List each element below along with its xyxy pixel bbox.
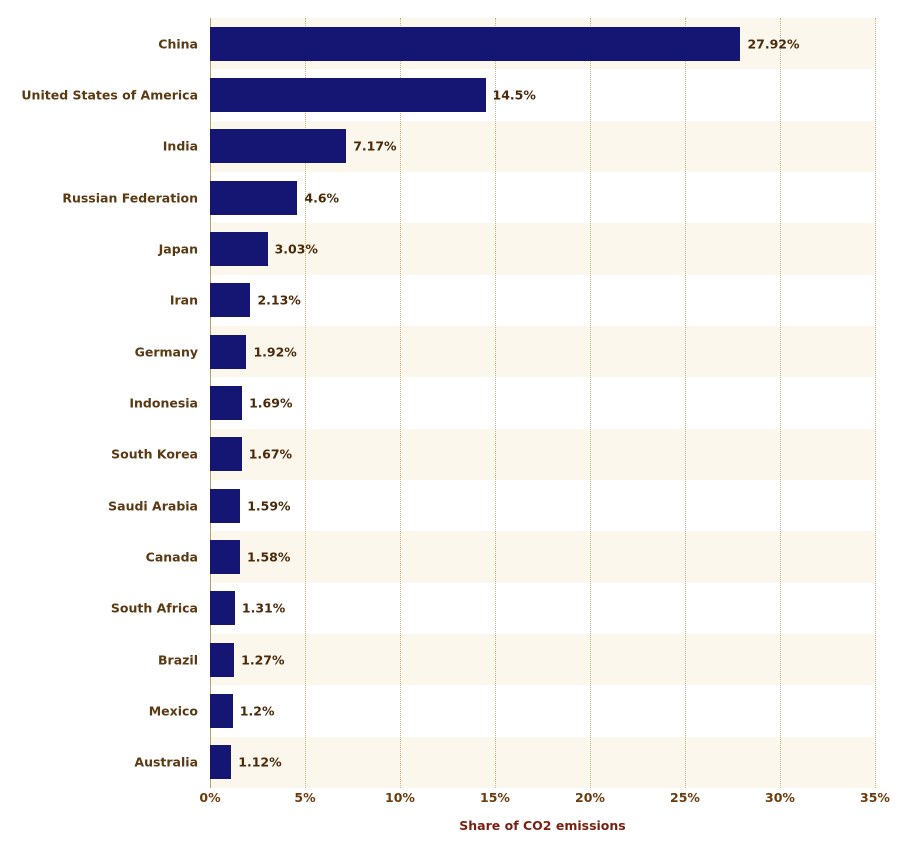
x-tick-label: 30% (765, 790, 795, 805)
category-label: Brazil (158, 652, 198, 668)
bar-value-label: 1.31% (241, 600, 286, 616)
x-axis-tick-labels (199, 790, 890, 810)
category-label: Japan (158, 241, 198, 257)
bar[interactable] (210, 745, 231, 779)
bar-value-label: 1.67% (248, 446, 293, 462)
category-label: Mexico (148, 703, 198, 719)
bar-row (129, 377, 875, 428)
category-label: United States of America (21, 87, 198, 103)
x-tick-label: 15% (480, 790, 510, 805)
bar-value-label: 1.59% (247, 498, 291, 514)
category-label: Indonesia (129, 395, 198, 411)
bar[interactable] (210, 591, 235, 625)
category-label: Germany (134, 344, 198, 360)
bar-row (111, 429, 875, 480)
category-label: Australia (134, 754, 198, 770)
category-label: India (162, 138, 198, 154)
bar-value-label: 1.12% (238, 754, 282, 770)
x-tick-label: 0% (199, 790, 221, 805)
bar[interactable] (210, 643, 234, 677)
bar-value-label: 14.5% (492, 87, 536, 103)
bar-row (158, 18, 875, 69)
category-label: South Africa (110, 600, 198, 616)
bar-row (158, 223, 875, 274)
category-label: Saudi Arabia (108, 498, 198, 514)
bar-row (134, 737, 875, 788)
bar[interactable] (210, 335, 246, 369)
bar-value-label: 1.92% (253, 344, 297, 360)
bar[interactable] (210, 232, 268, 266)
bar-row (145, 531, 875, 582)
bar-value-label: 1.27% (241, 652, 285, 668)
bar[interactable] (210, 437, 242, 471)
bar[interactable] (210, 27, 740, 61)
bar-value-label: 1.69% (249, 395, 293, 411)
bar-row (108, 480, 875, 531)
bar[interactable] (210, 129, 346, 163)
bar-value-label: 1.2% (239, 703, 275, 719)
bar-row (62, 172, 875, 223)
bar[interactable] (210, 181, 297, 215)
category-label: Canada (145, 549, 198, 565)
bar-value-label: 27.92% (747, 36, 800, 52)
x-tick-label: 5% (294, 790, 316, 805)
bar[interactable] (210, 540, 240, 574)
x-tick-label: 35% (860, 790, 890, 805)
bar-value-label: 4.6% (304, 190, 340, 206)
bar-row (148, 685, 875, 736)
category-label: China (158, 36, 198, 52)
bar[interactable] (210, 78, 486, 112)
bar-row (169, 275, 875, 326)
bar-row (110, 583, 875, 634)
category-label: South Korea (111, 446, 198, 462)
bar-value-label: 2.13% (257, 292, 301, 308)
bar[interactable] (210, 694, 233, 728)
bar-value-label: 7.17% (353, 138, 397, 154)
bar-value-label: 3.03% (274, 241, 318, 257)
bar[interactable] (210, 283, 250, 317)
x-tick-label: 25% (670, 790, 700, 805)
bar-row (21, 69, 875, 120)
bar[interactable] (210, 489, 240, 523)
plot-area (21, 18, 875, 788)
bar[interactable] (210, 386, 242, 420)
bar-row (158, 634, 875, 685)
bar-row (134, 326, 875, 377)
category-label: Iran (169, 292, 198, 308)
x-tick-label: 20% (575, 790, 605, 805)
bar-row (162, 121, 875, 172)
bar-value-label: 1.58% (247, 549, 291, 565)
x-axis-title: Share of CO2 emissions (459, 818, 626, 833)
right-gridline (875, 18, 876, 788)
category-label: Russian Federation (62, 190, 198, 206)
x-tick-label: 10% (385, 790, 415, 805)
